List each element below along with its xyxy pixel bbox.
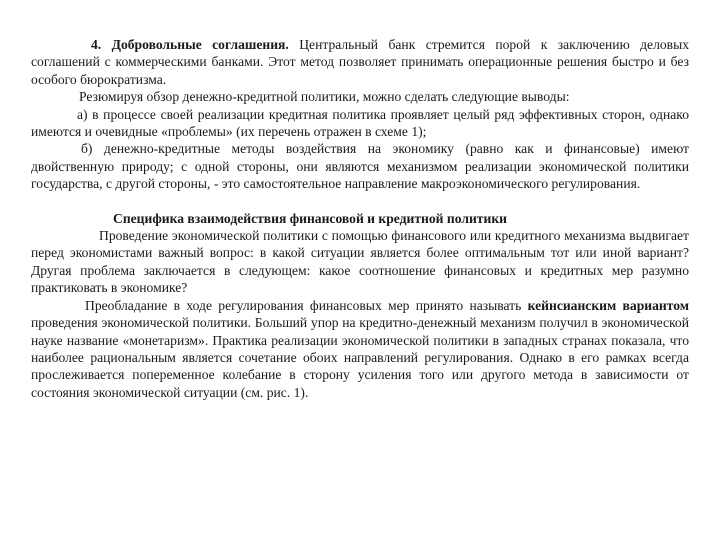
paragraph-conclusion-a: а) в процессе своей реализации кредитная политика проявляет целый ряд эффективных сторон, однако имеются и очевидные «проблемы» (их перечень отражен в схеме 1);	[31, 106, 689, 140]
paragraph-text-before: Преобладание в ходе регулирования финансовых мер принято называть	[85, 297, 528, 313]
document-page	[31, 36, 689, 401]
paragraph-summary-intro: Резюмируя обзор денежно-кредитной политики, можно сделать следующие выводы:	[79, 89, 570, 105]
section-title: Специфика взаимодействия финансовой и кредитной политики	[113, 210, 507, 226]
paragraph-voluntary-agreements	[31, 36, 689, 88]
bold-term: кейнсианским вариантом	[527, 297, 690, 313]
paragraph-keynesian-variant	[31, 297, 689, 401]
paragraph-text: Центральный банк стремится порой к заключению деловых соглашений с коммерческими банками. Этот метод позволяет принимать операционные решения быстро и без особого бюрократизма.	[31, 37, 690, 87]
paragraph-policy-question: Проведение экономической политики с помощью финансового или кредитного механизма выдвигает перед экономистами важный вопрос: в какой ситуации является более оптимальным тот или иной вариант? Другая проблема заключается в следующем: какое соотношение финансовых и кредитных мер разумно практиковать в экономике?	[31, 228, 689, 296]
paragraph-conclusion-b: б) денежно-кредитные методы воздействия на экономику (равно как и финансовые) имеют двойственную природу; с одной стороны, они являются механизмом реализации экономической политики государства, с другой стороны, - это самостоятельное направление макроэкономического регулирования.	[31, 141, 689, 192]
paragraph-heading: 4. Добровольные соглашения.	[91, 37, 289, 52]
paragraph-text-after: проведения экономической политики. Больший упор на кредитно-денежный механизм получил в экономической науке название «монетаризм». Практика реализации экономической политики в западных странах показала, что наиболее рациональным является сочетание обоих направлений регулирования. Однако в его рамках всегда прослеживается попеременное колебание в сторону усиления того или другого метода в зависимости от состояния экономической ситуации (см. рис. 1).	[31, 315, 689, 400]
